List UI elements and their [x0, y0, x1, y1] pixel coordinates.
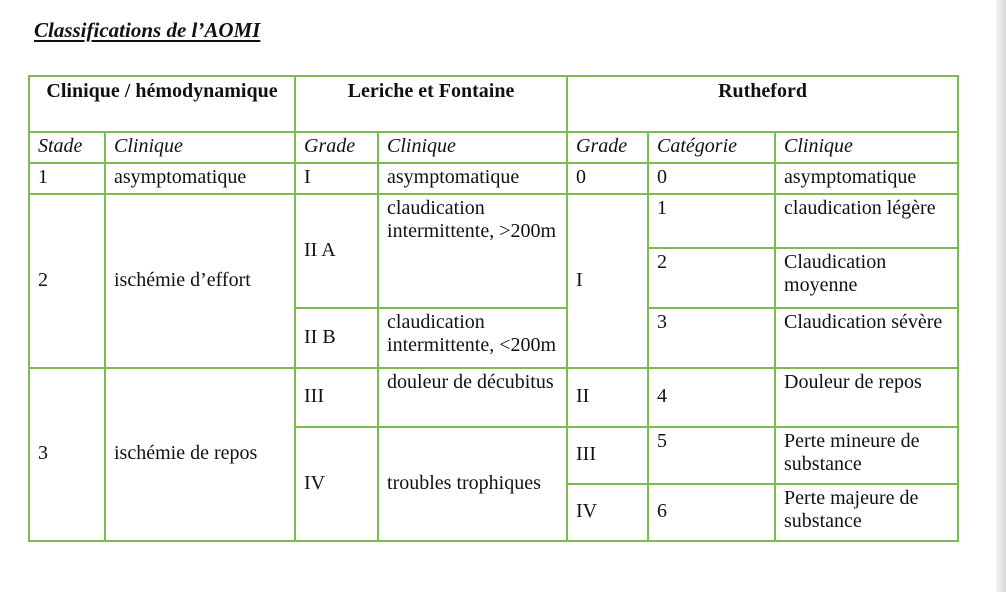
r-grade-cell: II [567, 368, 648, 427]
r-grade-cell: 0 [567, 163, 648, 194]
r-clinique-cell: asymptomatique [775, 163, 958, 194]
r-clinique-cell: Claudication moyenne [775, 248, 958, 308]
subheader-grade: Grade [567, 132, 648, 163]
lf-clinique-cell: douleur de décubitus [378, 368, 567, 427]
r-grade-cell: III [567, 427, 648, 484]
r-categorie-cell: 5 [648, 427, 775, 484]
header-leriche-fontaine: Leriche et Fontaine [295, 76, 567, 132]
lf-grade-cell: II B [295, 308, 378, 368]
table-row [29, 194, 958, 248]
lf-grade-cell: I [295, 163, 378, 194]
lf-clinique-cell: claudication intermittente, >200m [378, 194, 567, 308]
lf-grade-cell: III [295, 368, 378, 427]
r-grade-cell: I [567, 194, 648, 368]
header-rutheford: Rutheford [567, 76, 958, 132]
r-categorie-cell: 1 [648, 194, 775, 248]
r-grade-cell: IV [567, 484, 648, 541]
header-clinique-hemodynamique: Clinique / hémodynamique [29, 76, 295, 132]
document-title: Classifications de l’AOMI [34, 18, 261, 42]
subheader-clinique: Clinique [775, 132, 958, 163]
subheader-stade: Stade [29, 132, 105, 163]
clinique-cell: ischémie d’effort [105, 194, 295, 368]
stade-cell: 1 [29, 163, 105, 194]
r-clinique-cell: Claudication sévère [775, 308, 958, 368]
r-categorie-cell: 6 [648, 484, 775, 541]
r-clinique-cell: Douleur de repos [775, 368, 958, 427]
r-categorie-cell: 0 [648, 163, 775, 194]
subheader-categorie: Catégorie [648, 132, 775, 163]
stade-cell: 3 [29, 368, 105, 541]
lf-grade-cell: IV [295, 427, 378, 541]
r-categorie-cell: 4 [648, 368, 775, 427]
clinique-cell: asymptomatique [105, 163, 295, 194]
subheader-clinique: Clinique [105, 132, 295, 163]
table-row [29, 368, 958, 427]
r-clinique-cell: Perte mineure de substance [775, 427, 958, 484]
r-clinique-cell: claudication légère [775, 194, 958, 248]
r-categorie-cell: 3 [648, 308, 775, 368]
stade-cell: 2 [29, 194, 105, 368]
clinique-cell: ischémie de repos [105, 368, 295, 541]
lf-clinique-cell: troubles trophiques [378, 427, 567, 541]
table-group-header-row [29, 76, 958, 132]
classification-table [28, 75, 959, 542]
table-row [29, 163, 958, 194]
subheader-clinique: Clinique [378, 132, 567, 163]
r-clinique-cell: Perte majeure de substance [775, 484, 958, 541]
subheader-grade: Grade [295, 132, 378, 163]
lf-clinique-cell: claudication intermittente, <200m [378, 308, 567, 368]
table-subheader-row [29, 132, 958, 163]
lf-clinique-cell: asymptomatique [378, 163, 567, 194]
lf-grade-cell: II A [295, 194, 378, 308]
page-edge-shadow [996, 0, 1006, 592]
r-categorie-cell: 2 [648, 248, 775, 308]
